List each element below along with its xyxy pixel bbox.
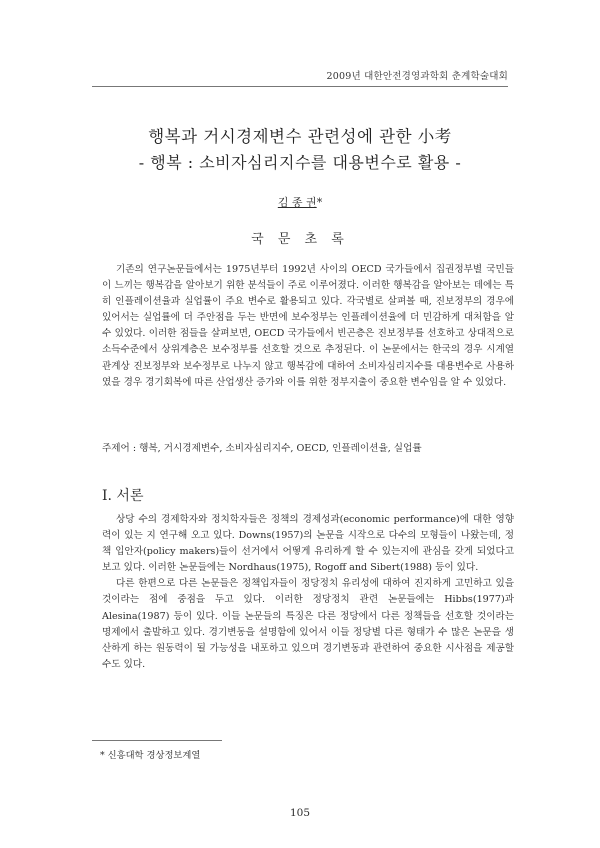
footnote-rule (92, 740, 222, 741)
page-number: 105 (289, 807, 311, 819)
section-heading-introduction: Ⅰ. 서론 (102, 488, 144, 504)
footnote: * 신흥대학 경상정보계열 (100, 750, 201, 761)
introduction-body (102, 512, 514, 673)
paper-subtitle: - 행복 : 소비자심리지수를 대용변수로 활용 - (138, 153, 462, 172)
running-head: 2009년 대한안전경영과학회 춘계학술대회 (326, 71, 508, 82)
author-name: 김 종 권 (277, 196, 317, 209)
author-footnote-mark: * (316, 196, 323, 209)
keywords: 주제어 : 행복, 거시경제변수, 소비자심리지수, OECD, 인플레이션율, 실업률 (102, 443, 422, 454)
author-line (92, 194, 508, 210)
paper-title: 행복과 거시경제변수 관련성에 관한 小考 (148, 127, 452, 146)
paragraph: 상당 수의 경제학자와 정치학자들은 정책의 경제성과(economic performance)에 대한 영향력이 있는 지 연구해 오고 있다. Downs(1957)의 논문을 시작으로 다수의 모형들이 나왔는데, 정책 입안자(policy makers)들이 선거에서 어떻게 유리하게 할 수 있는지에 관심을 갖게 되었다고 보고 있다. 이러한 논문들에는 Nordhaus(1975), Rogoff and Sibert(1988) 등이 있다. (102, 514, 514, 574)
header-rule (92, 86, 508, 87)
paragraph: 다른 한편으로 다른 논문들은 정책입자들이 정당정치 유리성에 대하여 진지하게 고민하고 있을 것이라는 점에 중점을 두고 있다. 이러한 정당정치 관련 논문들에는 Hibbs(1977)과 Alesina(1987) 등이 있다. 이들 논문들의 특징은 다른 정당에서 다른 정책들을 선호할 것이라는 명제에서 출발하고 있다. 경기변동을 설명함에 있어서 이들 정당별 다른 형태가 수 많은 논문을 생산하게 하는 원동력이 될 가능성을 내포하고 있으며 경기변동과 관련하여 중요한 시사점을 제공할 수도 있다. (102, 578, 514, 670)
abstract-heading: 국 문 초 록 (251, 232, 349, 247)
abstract (102, 262, 514, 391)
abstract-text: 기존의 연구논문들에서는 1975년부터 1992년 사이의 OECD 국가들에서 집권정부별 국민들이 느끼는 행복감을 알아보기 위한 분석들이 주로 이루어졌다. 이러한 행복감을 알아보는 데에는 특히 인플레이션율과 실업률이 주요 변수로 활용되고 있다. 각국별로 살펴볼 때, 진보정부의 경우에 있어서는 실업률에 더 주안점을 두는 반면에 보수정부는 인플레이션율에 더 민감하게 대처함을 알 수 있었다. 이러한 점들을 살펴보면, OECD 국가들에서 빈곤층은 진보정부를 선호하고 상대적으로 소득수준에서 상위계층은 보수정부를 선호할 것으로 추정된다. 이 논문에서는 한국의 경우 시계열 관계상 진보정부와 보수정부로 나누지 않고 행복감에 대하여 소비자심리지수를 대용변수로 사용하였을 경우 경기회복에 따른 산업생산 증가와 이를 위한 정부지출이 중요한 변수임을 알 수 있었다. (102, 264, 514, 388)
